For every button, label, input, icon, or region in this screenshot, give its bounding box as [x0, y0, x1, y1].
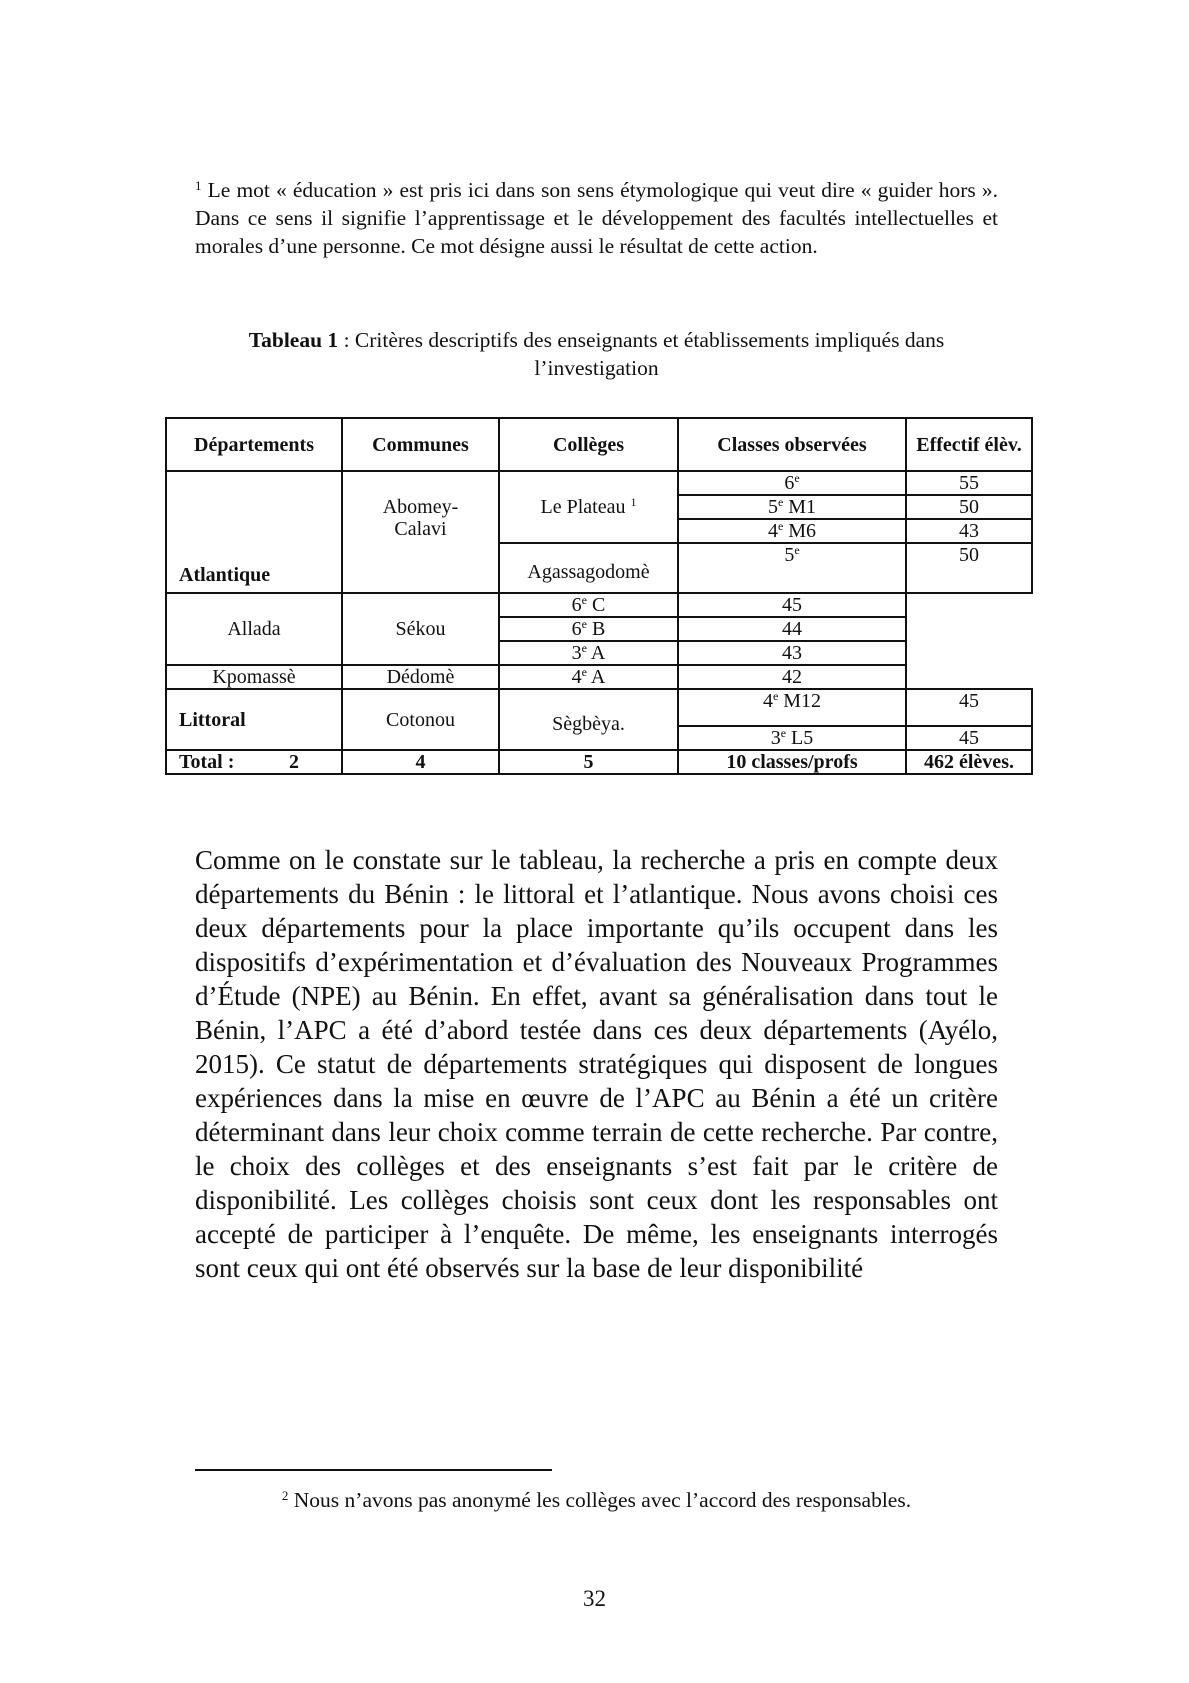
page-number: 32 — [583, 1586, 606, 1611]
effectif-cell: 44 — [678, 617, 906, 641]
table-row — [166, 665, 1032, 689]
classe-num: 6 — [784, 472, 795, 494]
total-departements — [166, 750, 342, 774]
table-caption — [195, 326, 998, 382]
effectif-cell: 45 — [678, 593, 906, 617]
commune-cotonou: Cotonou — [342, 689, 499, 750]
departement-atlantique: Atlantique — [166, 471, 342, 593]
effectif-cell: 43 — [678, 641, 906, 665]
body-paragraph: Comme on le constate sur le tableau, la recherche a pris en compte deux départements du Bénin : le littoral et l’atlantique. Nous avons choisi ces deux départements pour la place importante qu’ils occupent dans les dispositifs d’expérimentation et d’évaluation des Nouveaux Programmes d’Étude (NPE) au Bénin. En effet, avant sa généralisation dans tout le Bénin, l’APC a été d’abord testée dans ces deux départements (Ayélo, 2015). Ce statut de départements stratégiques qui disposent de longues expériences dans la mise en œuvre de l’APC au Bénin a été un critère déterminant dans leur choix comme terrain de cette recherche. Par contre, le choix des collèges et des enseignants s’est fait par le critère de disponibilité. Les collèges choisis sont ceux dont les responsables ont accepté de participer à l’enquête. De même, les enseignants interrogés sont ceux qui ont été observés sur la base de leur disponibilité — [195, 845, 998, 1283]
commune-abomey-calavi — [342, 471, 499, 593]
classe-num: 5 — [784, 544, 795, 566]
table-caption-label: Tableau 1 — [248, 328, 339, 352]
footnote-2-text: Nous n’avons pas anonymé les collèges avec l’accord des responsables. — [288, 1488, 912, 1512]
classe-cell — [678, 726, 906, 750]
footnote-1-text: Le mot « éducation » est pris ici dans son sens étymologique qui veut dire « guider hors ». Dans ce sens il signifie l’apprentissage et le développement des facultés intellectuelles et morales d’une personne. Ce mot désigne aussi le résultat de cette action. — [195, 178, 999, 258]
classe-cell — [678, 543, 906, 593]
total-colleges: 5 — [499, 750, 678, 774]
total-departements-value: 2 — [289, 751, 299, 773]
table-total-row — [166, 750, 1032, 774]
classe-suffix: C — [586, 594, 606, 616]
footnote-1-marker: 1 — [195, 178, 202, 193]
total-label: Total : — [179, 751, 235, 773]
classe-sup: e — [581, 641, 587, 655]
classe-cell — [678, 495, 906, 519]
table-row — [166, 689, 1032, 726]
total-effectif: 462 élèves. — [906, 750, 1032, 774]
header-colleges: Collèges — [499, 418, 678, 471]
classe-suffix: B — [586, 618, 606, 640]
table-row — [166, 593, 1032, 617]
classe-cell — [499, 641, 678, 665]
classe-sup: e — [794, 543, 800, 557]
classe-num: 4 — [762, 690, 773, 712]
effectif-cell: 43 — [906, 519, 1032, 543]
classe-sup: e — [777, 519, 784, 533]
total-communes: 4 — [342, 750, 499, 774]
table-row — [166, 471, 1032, 495]
classe-cell — [678, 519, 906, 543]
effectif-cell: 42 — [678, 665, 906, 689]
commune-label: Abomey-Calavi — [382, 496, 459, 540]
header-classes: Classes observées — [678, 418, 906, 471]
college-label: Le Plateau — [540, 496, 626, 518]
footnote-separator — [195, 1469, 552, 1471]
classe-num: 6 — [571, 618, 582, 640]
classe-cell — [499, 593, 678, 617]
classe-num: 4 — [571, 666, 582, 688]
classe-suffix: A — [586, 642, 606, 664]
classe-cell — [499, 617, 678, 641]
classe-sup: e — [772, 689, 779, 703]
college-note-marker: 1 — [630, 495, 637, 509]
classe-suffix: A — [586, 666, 606, 688]
header-communes: Communes — [342, 418, 499, 471]
classe-sup: e — [581, 665, 587, 679]
effectif-cell: 45 — [906, 726, 1032, 750]
classe-suffix: L5 — [786, 727, 814, 749]
table-header-row — [166, 418, 1032, 471]
classe-sup: e — [777, 495, 784, 509]
classe-sup: e — [780, 726, 787, 740]
classe-num: 3 — [571, 642, 582, 664]
classe-suffix: M6 — [783, 520, 817, 542]
college-segbeya: Sègbèya. — [499, 689, 678, 750]
commune-allada: Allada — [166, 593, 342, 665]
classe-suffix: M1 — [783, 496, 817, 518]
total-classes: 10 classes/profs — [678, 750, 906, 774]
effectif-cell: 50 — [906, 543, 1032, 593]
classe-cell — [678, 471, 906, 495]
commune-kpomasse: Kpomassè — [166, 665, 342, 689]
classe-cell — [499, 665, 678, 689]
effectif-cell: 45 — [906, 689, 1032, 726]
footnote-2-marker: 2 — [281, 1488, 289, 1503]
classe-sup: e — [581, 593, 587, 607]
college-le-plateau — [499, 471, 678, 543]
effectif-cell: 50 — [906, 495, 1032, 519]
college-agassagodome: Agassagodomè — [499, 543, 678, 593]
classe-num: 4 — [767, 520, 778, 542]
footnote-2 — [195, 1486, 998, 1514]
table-caption-text: : Critères descriptifs des enseignants et établissements impliqués dans l’investigation — [338, 328, 945, 380]
college-dedome: Dédomè — [342, 665, 499, 689]
classe-cell — [678, 689, 906, 726]
classe-num: 6 — [571, 594, 582, 616]
classe-num: 3 — [770, 727, 781, 749]
header-departements: Départements — [166, 418, 342, 471]
classe-sup: e — [581, 617, 587, 631]
classe-suffix: M12 — [778, 690, 822, 712]
effectif-cell: 55 — [906, 471, 1032, 495]
data-table — [165, 417, 1033, 775]
departement-littoral: Littoral — [166, 689, 342, 750]
college-sekou: Sékou — [342, 593, 499, 665]
classe-sup: e — [794, 471, 800, 485]
header-effectif: Effectif élèv. — [906, 418, 1032, 471]
footnote-1 — [195, 176, 998, 260]
classe-num: 5 — [767, 496, 778, 518]
